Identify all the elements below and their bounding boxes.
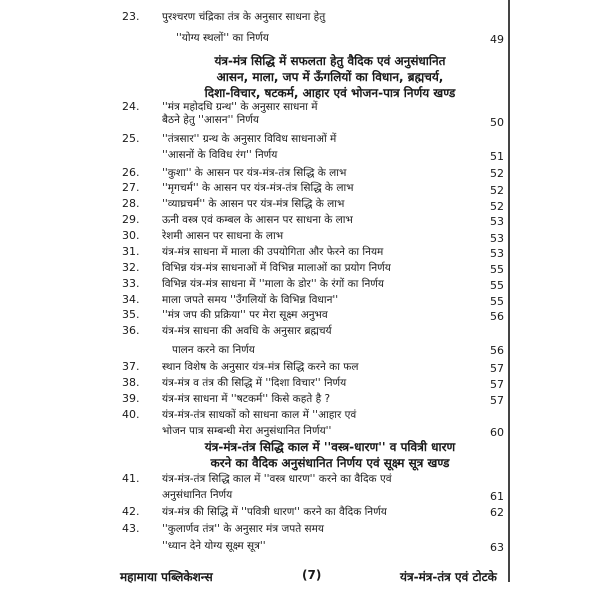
entry-number: 39. bbox=[122, 392, 140, 405]
entry-title-line: विभिन्न यंत्र-मंत्र साधनाओं में विभिन्न मालाओं का प्रयोग निर्णय bbox=[162, 262, 391, 274]
entry-page: 49 bbox=[490, 33, 504, 46]
entry-page: 62 bbox=[490, 506, 504, 519]
entry-title-line: अनुसंधानित निर्णय bbox=[162, 489, 233, 501]
section-heading-line: करने का वैदिक अनुसंधानित निर्णय एवं सूक्ष्म सूत्र खण्ड bbox=[210, 456, 450, 470]
entry-title-line: यंत्र-मंत्र-तंत्र सिद्धि काल में ''वस्त्र धारण'' करने का वैदिक एवं bbox=[162, 473, 392, 485]
entry-page: 57 bbox=[490, 362, 504, 375]
entry-page: 57 bbox=[490, 394, 504, 407]
entry-page: 57 bbox=[490, 378, 504, 391]
entry-page: 60 bbox=[490, 426, 504, 439]
entry-number: 33. bbox=[122, 277, 140, 290]
entry-page: 52 bbox=[490, 167, 504, 180]
entry-number: 42. bbox=[122, 505, 140, 518]
entry-number: 27. bbox=[122, 181, 140, 194]
entry-number: 26. bbox=[122, 166, 140, 179]
entry-title-line: ''मंत्र महोदधि ग्रन्थ'' के अनुसार साधना में bbox=[162, 101, 318, 113]
entry-number: 32. bbox=[122, 261, 140, 274]
entry-number: 36. bbox=[122, 324, 140, 337]
entry-title-line: ''कुलार्णव तंत्र'' के अनुसार मंत्र जपते समय bbox=[162, 523, 324, 535]
entry-number: 35. bbox=[122, 308, 140, 321]
entry-page: 53 bbox=[490, 247, 504, 260]
entry-title-line: ऊनी वस्त्र एवं कम्बल के आसन पर साधना के लाभ bbox=[162, 214, 353, 226]
entry-title-line: भोजन पात्र सम्बन्धी मेरा अनुसंधानित निर्णय'' bbox=[162, 425, 332, 437]
entry-page: 51 bbox=[490, 150, 504, 163]
entry-page: 53 bbox=[490, 232, 504, 245]
section-heading-line: दिशा-विचार, षटकर्म, आहार एवं भोजन-पात्र निर्णय खण्ड bbox=[204, 86, 456, 100]
entry-title-line: यंत्र-मंत्र साधना में माला की उपयोगिता और फेरने का नियम bbox=[162, 246, 384, 258]
section-heading-line: यंत्र-मंत्र-तंत्र सिद्धि काल में ''वस्त्र-धारण'' व पवित्री धारण bbox=[204, 440, 456, 454]
entry-number: 28. bbox=[122, 197, 140, 210]
entry-number: 25. bbox=[122, 132, 140, 145]
entry-title-line: यंत्र-मंत्र साधना में ''षटकर्म'' किसे कहते है ? bbox=[162, 393, 331, 405]
entry-title-line: ''व्याघ्रचर्म'' के आसन पर यंत्र-मंत्र सिद्धि के लाभ bbox=[162, 198, 345, 210]
entry-title-line: स्थान विशेष के अनुसार यंत्र-मंत्र सिद्धि करने का फल bbox=[162, 361, 359, 373]
entry-page: 55 bbox=[490, 279, 504, 292]
entry-page: 53 bbox=[490, 215, 504, 228]
entry-title-line: पालन करने का निर्णय bbox=[172, 344, 255, 356]
entry-page: 56 bbox=[490, 310, 504, 323]
entry-title-line: ''कुशा'' के आसन पर यंत्र-मंत्र-तंत्र सिद्धि के लाभ bbox=[162, 167, 347, 179]
entry-number: 24. bbox=[122, 100, 140, 113]
entry-title-line: बैठने हेतु ''आसन'' निर्णय bbox=[162, 114, 259, 126]
entry-title-line: यंत्र-मंत्र व तंत्र की सिद्धि में ''दिशा विचार'' निर्णय bbox=[162, 377, 347, 389]
entry-number: 37. bbox=[122, 360, 140, 373]
entry-title-line: पुरश्चरण चंद्रिका तंत्र के अनुसार साधना हेतु bbox=[162, 11, 326, 23]
entry-number: 31. bbox=[122, 245, 140, 258]
entry-number: 43. bbox=[122, 522, 140, 535]
entry-number: 23. bbox=[122, 10, 140, 23]
entry-page: 50 bbox=[490, 116, 504, 129]
entry-number: 38. bbox=[122, 376, 140, 389]
entry-title-line: यंत्र-मंत्र की सिद्धि में ''पवित्री धारण'' करने का वैदिक निर्णय bbox=[162, 506, 387, 518]
entry-number: 29. bbox=[122, 213, 140, 226]
entry-title-line: यंत्र-मंत्र साधना की अवधि के अनुसार ब्रह्मचर्य bbox=[162, 325, 332, 337]
footer-publisher: महामाया पब्लिकेशन्स bbox=[120, 570, 213, 584]
entry-title-line: ''मृगचर्म'' के आसन पर यंत्र-मंत्र-तंत्र सिद्धि के लाभ bbox=[162, 182, 354, 194]
entry-title-line: ''योग्य स्थलों'' का निर्णय bbox=[176, 32, 269, 44]
entry-title-line: ''ध्यान देने योग्य सूक्ष्म सूत्र'' bbox=[162, 540, 266, 552]
entry-number: 30. bbox=[122, 229, 140, 242]
entry-number: 41. bbox=[122, 472, 140, 485]
footer-book-title: यंत्र-मंत्र-तंत्र एवं टोटके bbox=[400, 570, 497, 584]
entry-page: 61 bbox=[490, 490, 504, 503]
entry-title-line: ''तंत्रसार'' ग्रन्थ के अनुसार विविध साधनाओं में bbox=[162, 133, 337, 145]
section-heading-line: यंत्र-मंत्र सिद्धि में सफलता हेतु वैदिक एवं अनुसंधानित bbox=[214, 54, 446, 68]
entry-page: 55 bbox=[490, 295, 504, 308]
entry-number: 40. bbox=[122, 408, 140, 421]
entry-title-line: माला जपते समय ''उँगलियों के विभिन्न विधान'' bbox=[162, 294, 339, 306]
footer-page-number: (7) bbox=[302, 568, 322, 582]
entry-page: 52 bbox=[490, 200, 504, 213]
entry-title-line: ''आसनों के विविध रंग'' निर्णय bbox=[162, 149, 278, 161]
entry-title-line: रेशमी आसन पर साधना के लाभ bbox=[162, 230, 284, 242]
entry-title-line: ''मंत्र जप की प्रक्रिया'' पर मेरा सूक्ष्म अनुभव bbox=[162, 309, 328, 321]
section-heading-line: आसन, माला, जप में ऊँगलियों का विधान, ब्रह्मचर्य, bbox=[216, 70, 444, 84]
entry-page: 56 bbox=[490, 344, 504, 357]
entry-page: 52 bbox=[490, 184, 504, 197]
entry-number: 34. bbox=[122, 293, 140, 306]
entry-page: 55 bbox=[490, 263, 504, 276]
entry-page: 63 bbox=[490, 541, 504, 554]
entry-title-line: यंत्र-मंत्र-तंत्र साधकों को साधना काल में ''आहार एवं bbox=[162, 409, 357, 421]
entry-title-line: विभिन्न यंत्र-मंत्र साधना में ''माला के डोर'' के रंगों का निर्णय bbox=[162, 278, 384, 290]
